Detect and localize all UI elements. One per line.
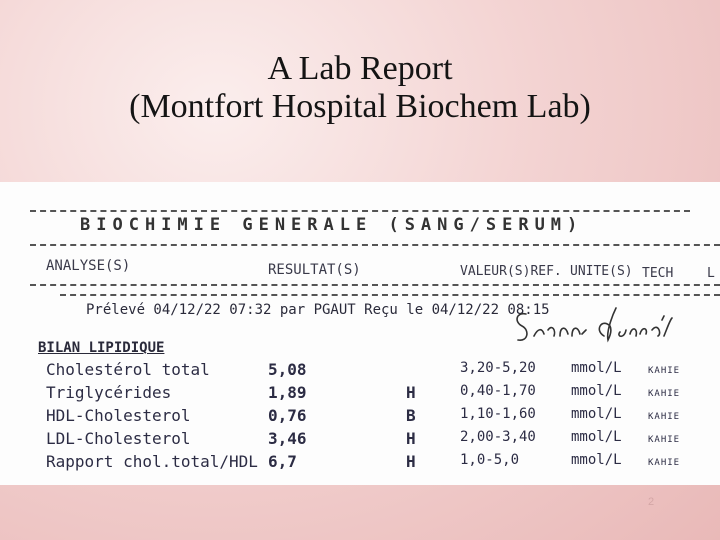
unit: mmol/L xyxy=(571,429,622,445)
table-row xyxy=(0,406,720,428)
table-row xyxy=(0,452,720,474)
test-result: 3,46 xyxy=(268,429,307,448)
slide-page-number: 2 xyxy=(648,496,655,508)
lab-report-scan xyxy=(0,182,720,485)
test-name: Rapport chol.total/HDL xyxy=(46,452,258,471)
unit: mmol/L xyxy=(571,452,622,468)
reference-range: 0,40-1,70 xyxy=(460,383,536,399)
test-name: HDL-Cholesterol xyxy=(46,406,191,425)
divider xyxy=(60,294,720,296)
test-result: 5,08 xyxy=(268,360,307,379)
test-name: Cholestérol total xyxy=(46,360,210,379)
divider xyxy=(30,210,690,212)
column-header-unit: UNITE(S) xyxy=(570,264,633,279)
unit: mmol/L xyxy=(571,360,622,376)
divider xyxy=(30,244,720,246)
test-result: 1,89 xyxy=(268,383,307,402)
abnormal-flag: H xyxy=(406,452,416,471)
reference-range: 1,0-5,0 xyxy=(460,452,520,468)
test-name: LDL-Cholesterol xyxy=(46,429,191,448)
column-header-extra: L xyxy=(707,266,715,281)
column-header-analyses: ANALYSE(S) xyxy=(46,258,131,274)
divider xyxy=(30,284,720,286)
signature-icon xyxy=(512,300,682,350)
slide-title xyxy=(0,50,720,126)
slide-title-line-2: (Montfort Hospital Biochem Lab) xyxy=(129,88,591,125)
unit: mmol/L xyxy=(571,383,622,399)
test-result: 6,7 xyxy=(268,452,297,471)
abnormal-flag: H xyxy=(406,383,416,402)
technician: KAHIE xyxy=(648,435,681,445)
technician: KAHIE xyxy=(648,389,681,399)
technician: KAHIE xyxy=(648,458,681,468)
column-header-reference: VALEUR(S)REF. xyxy=(460,264,562,279)
collection-info: Prélevé 04/12/22 07:32 par PGAUT Reçu le 04/12/22 08:15 xyxy=(86,302,550,318)
reference-range: 1,10-1,60 xyxy=(460,406,536,422)
column-header-result: RESULTAT(S) xyxy=(268,262,361,278)
test-result: 0,76 xyxy=(268,406,307,425)
table-row xyxy=(0,429,720,451)
reference-range: 2,00-3,40 xyxy=(460,429,536,445)
report-header-title: BIOCHIMIE GENERALE (SANG/SERUM) xyxy=(80,215,584,235)
technician: KAHIE xyxy=(648,412,681,422)
abnormal-flag: B xyxy=(406,406,416,425)
table-row xyxy=(0,383,720,405)
column-header-tech: TECH xyxy=(642,266,674,281)
technician: KAHIE xyxy=(648,366,681,376)
abnormal-flag: H xyxy=(406,429,416,448)
section-title: BILAN LIPIDIQUE xyxy=(38,340,165,356)
slide-title-line-1: A Lab Report xyxy=(267,50,453,87)
reference-range: 3,20-5,20 xyxy=(460,360,536,376)
unit: mmol/L xyxy=(571,406,622,422)
test-name: Triglycérides xyxy=(46,383,172,402)
table-row xyxy=(0,360,720,382)
